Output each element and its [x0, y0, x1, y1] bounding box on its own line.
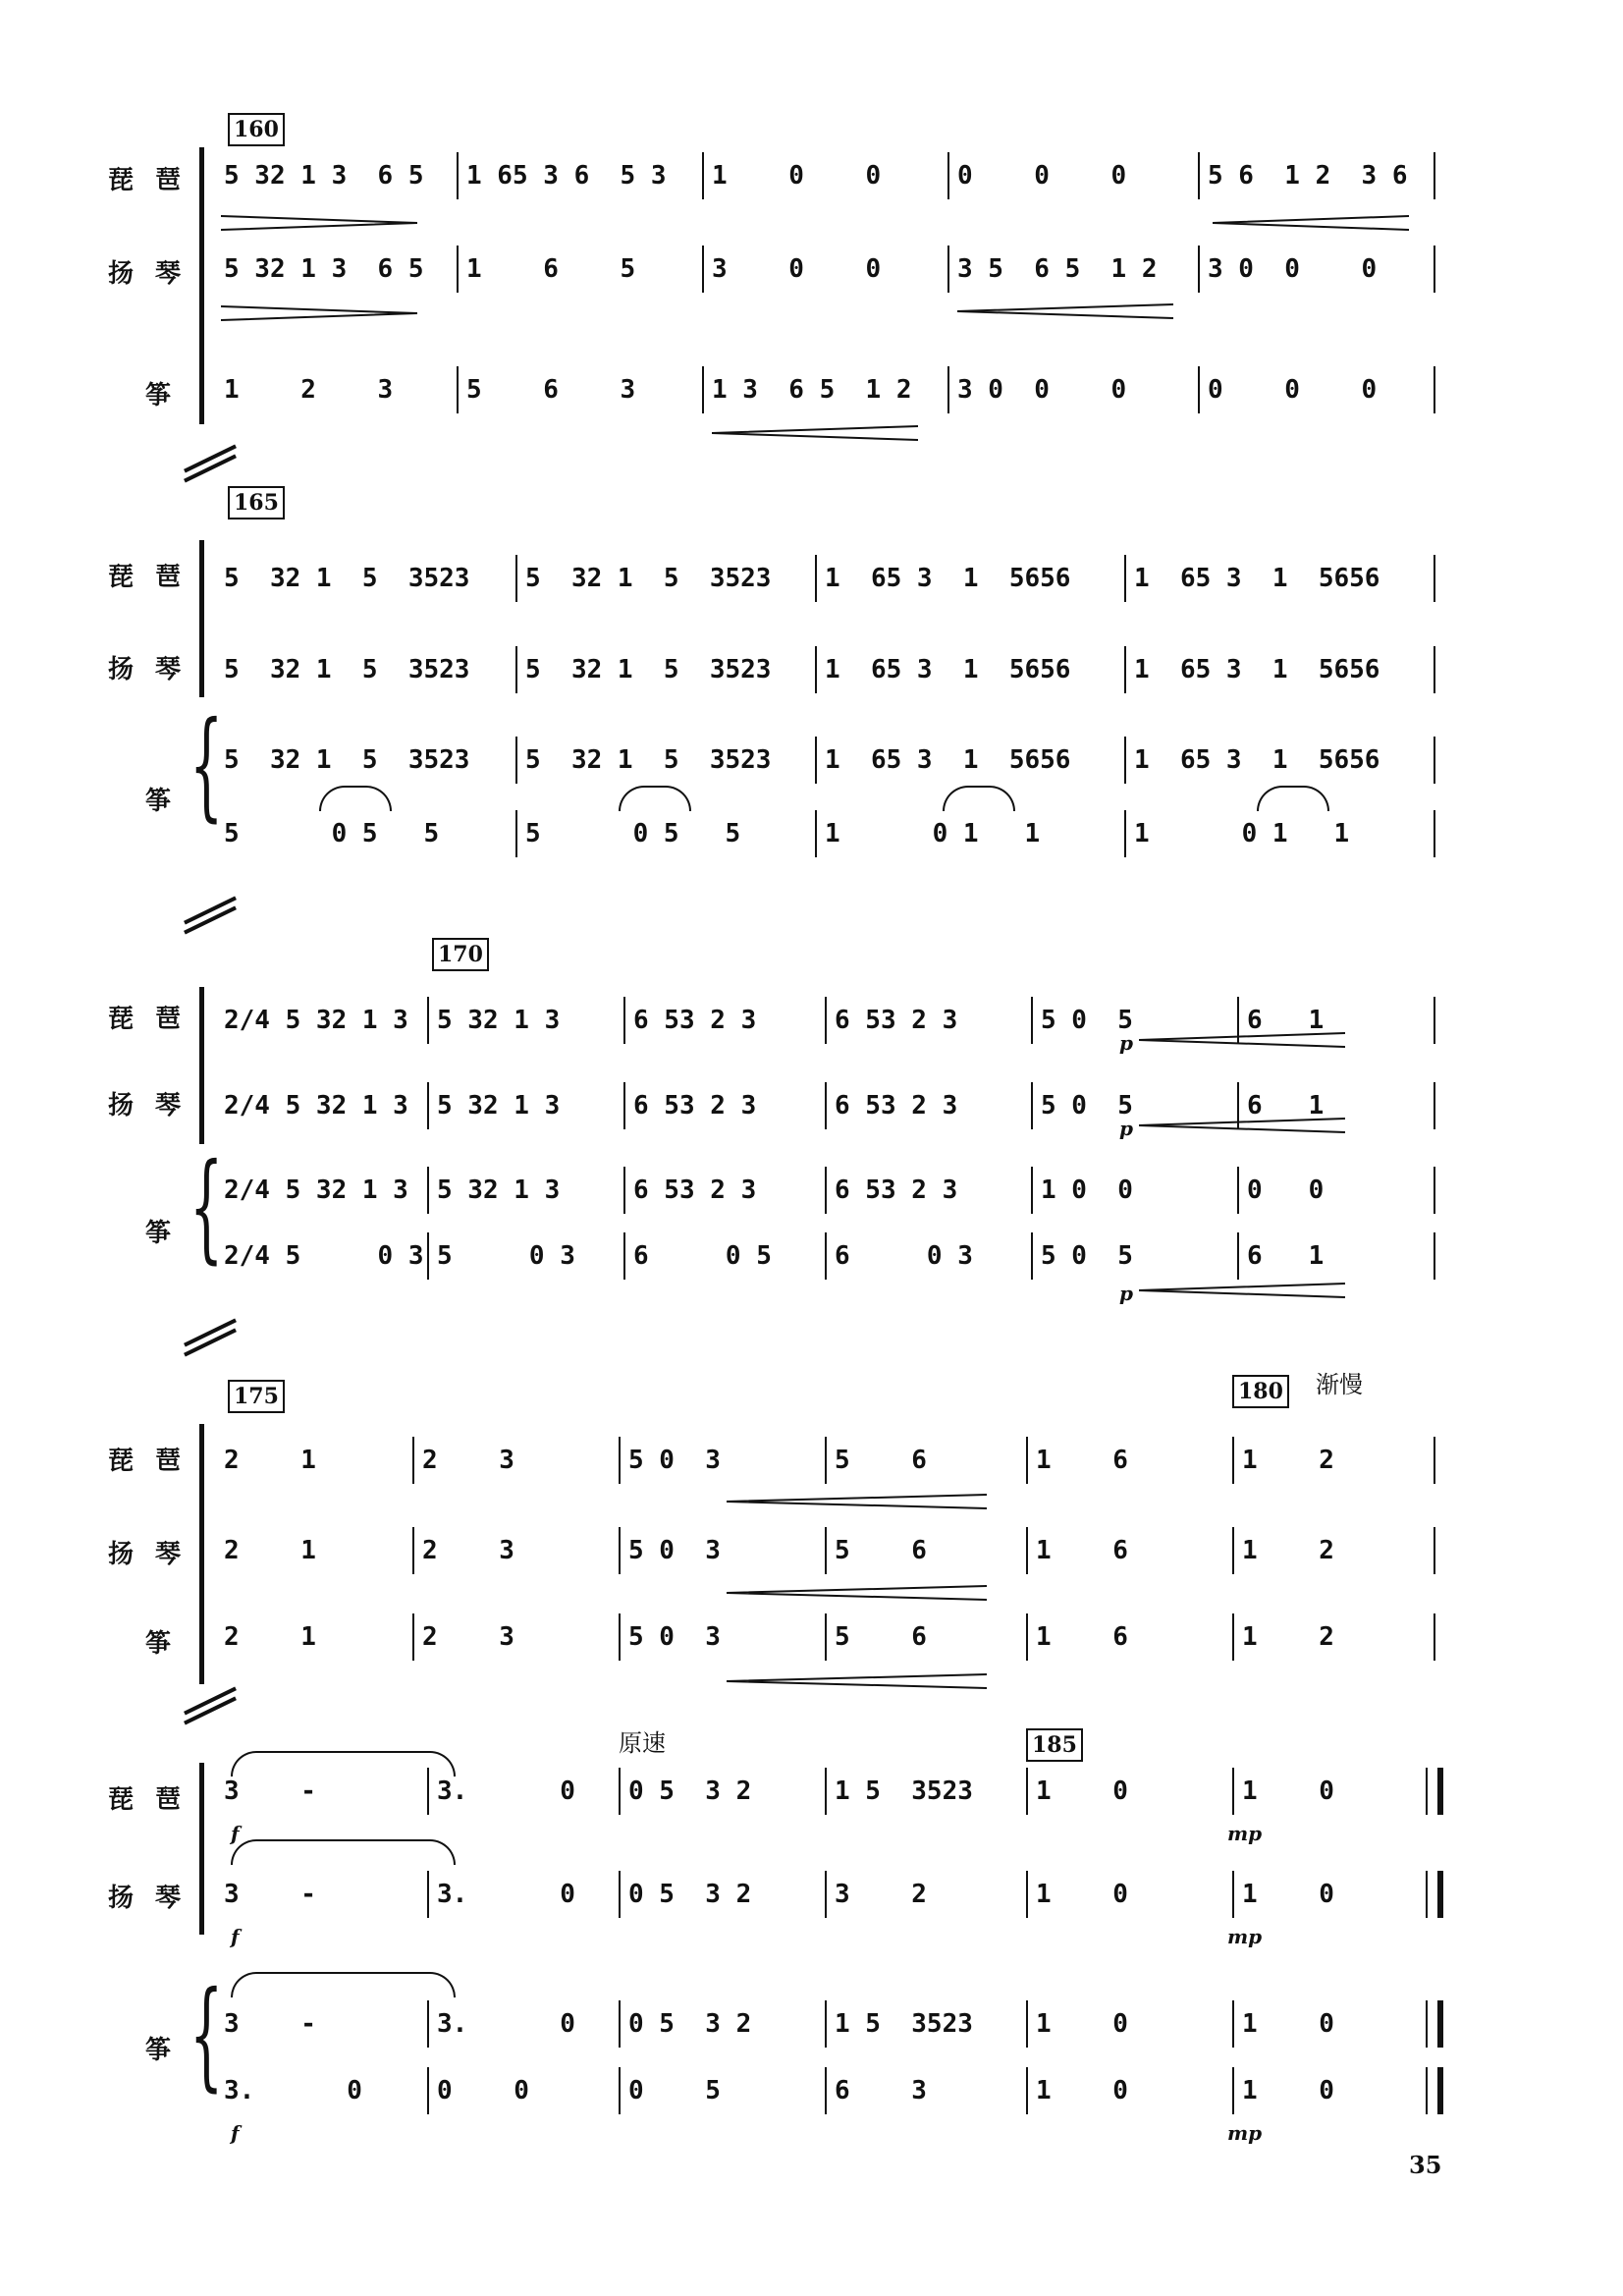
measure: 6 53 2 3: [623, 997, 825, 1044]
measure: 5 0 5 5: [224, 819, 440, 848]
measure: 1 0: [1232, 1871, 1434, 1918]
measure: 5 32 1 3: [427, 1167, 623, 1214]
final-barline: [1426, 1768, 1443, 1815]
measure: 5 32 1 5 3523: [515, 646, 815, 693]
measure: 1 0 1 1: [815, 810, 1124, 857]
staff-zheng-lower: [216, 810, 1436, 857]
barline: [1434, 1437, 1435, 1484]
tempo-a-tempo: 原速: [619, 1729, 666, 1757]
barline: [1434, 152, 1435, 199]
measure: 1 2: [1232, 1613, 1434, 1661]
measure: 1 0 0: [702, 152, 947, 199]
measure: 1 65 3 1 5656: [1124, 737, 1434, 784]
measure: 3 0 0 0: [1198, 246, 1434, 293]
decrescendo-hairpin: [221, 214, 417, 232]
measure: 0 0: [427, 2067, 619, 2114]
measure: 3 -: [224, 2009, 316, 2039]
crescendo-hairpin: [727, 1584, 987, 1602]
crescendo-hairpin: [957, 302, 1173, 320]
measure: 6 53 2 3: [623, 1167, 825, 1214]
dynamic-mp: mp: [1227, 1822, 1263, 1845]
instrument-label-yangqin: 扬琴: [108, 1884, 203, 1913]
measure: 1 65 3 1 5656: [815, 737, 1124, 784]
measure: 6 53 2 3: [825, 1082, 1031, 1129]
measure: 2 3: [412, 1527, 619, 1574]
measure: 5 6: [825, 1527, 1026, 1574]
measure: 0 0 0: [1198, 366, 1434, 413]
measure: 5 32 1 3: [427, 1082, 623, 1129]
rehearsal-mark-165: 165: [228, 486, 285, 519]
rehearsal-mark-175: 175: [228, 1380, 285, 1413]
barline: [1434, 366, 1435, 413]
measure: 5 0 5: [1031, 1232, 1237, 1280]
tie-slur: [943, 786, 1015, 811]
zheng-brace: {: [189, 697, 224, 834]
crescendo-hairpin: [712, 424, 918, 442]
measure: 3. 0: [427, 1768, 619, 1815]
measure: 0 5 3 2: [619, 1871, 825, 1918]
tie-slur: [231, 1839, 456, 1865]
final-barline: [1426, 2067, 1443, 2114]
measure: 6 0 3: [825, 1232, 1031, 1280]
crescendo-hairpin: [1139, 1031, 1345, 1049]
staff-yangqin: [216, 1871, 1436, 1918]
measure: 1 65 3 1 5656: [815, 555, 1124, 602]
rehearsal-mark-160: 160: [228, 113, 285, 146]
barline: [1434, 1167, 1435, 1214]
tie-slur: [231, 1972, 456, 1997]
instrument-label-yangqin: 扬琴: [108, 259, 203, 289]
measure: 1 65 3 1 5656: [1124, 646, 1434, 693]
measure: 1 0: [1232, 2067, 1434, 2114]
instrument-label-yangqin: 扬琴: [108, 1540, 203, 1569]
staff-pipa: [216, 1768, 1436, 1815]
measure: 3. 0: [224, 2076, 362, 2105]
dynamic-p: p: [1119, 1282, 1133, 1305]
measure: 1 2: [1232, 1527, 1434, 1574]
measure: 6 1: [1237, 1082, 1434, 1129]
crescendo-hairpin: [221, 304, 417, 322]
measure: 6 53 2 3: [623, 1082, 825, 1129]
measure: 1 0 1 1: [1124, 810, 1434, 857]
measure: 2/4 5 32 1 3: [224, 1175, 408, 1205]
measure: 5 6 3: [457, 366, 702, 413]
measure: 5 0 3: [619, 1527, 825, 1574]
instrument-label-pipa: 琵琶: [108, 1005, 203, 1034]
decrescendo-hairpin: [1213, 214, 1409, 232]
measure: 1 0: [1026, 2067, 1232, 2114]
measure: 5 32 1 3: [427, 997, 623, 1044]
measure: 1 5 3523: [825, 1768, 1026, 1815]
system-separator: [182, 1699, 241, 1713]
zheng-brace: {: [189, 1967, 224, 2104]
measure: 3 0 0 0: [947, 366, 1198, 413]
measure: 3 5 6 5 1 2: [947, 246, 1198, 293]
instrument-label-zheng: 筝: [145, 381, 172, 410]
crescendo-hairpin: [1139, 1117, 1345, 1134]
measure: 3 -: [224, 1880, 316, 1909]
measure: 3. 0: [427, 1871, 619, 1918]
dynamic-mp: mp: [1227, 1925, 1263, 1948]
measure: 1 6: [1026, 1527, 1232, 1574]
dynamic-f: f: [231, 1822, 240, 1845]
dynamic-p: p: [1119, 1031, 1133, 1055]
instrument-label-pipa: 琵琶: [108, 563, 203, 592]
barline: [1434, 1232, 1435, 1280]
measure: 2 3: [412, 1613, 619, 1661]
barline: [1434, 246, 1435, 293]
measure: 1 0: [1232, 2000, 1434, 2048]
measure: 6 0 5: [623, 1232, 825, 1280]
instrument-label-yangqin: 扬琴: [108, 655, 203, 684]
measure: 1 5 3523: [825, 2000, 1026, 2048]
instrument-label-zheng: 筝: [145, 787, 172, 816]
instrument-label-yangqin: 扬琴: [108, 1091, 203, 1121]
measure: 1 0: [1232, 1768, 1434, 1815]
rehearsal-mark-185: 185: [1026, 1728, 1083, 1762]
measure: 3. 0: [427, 2000, 619, 2048]
measure: 1 6 5: [457, 246, 702, 293]
system-bracket: [199, 987, 214, 1144]
instrument-label-zheng: 筝: [145, 2036, 172, 2065]
measure: 5 32 1 5 3523: [224, 655, 470, 684]
system-separator: [182, 908, 241, 922]
measure: 5 6: [825, 1437, 1026, 1484]
measure: 1 6: [1026, 1613, 1232, 1661]
barline: [1434, 810, 1435, 857]
measure: 1 0: [1026, 1768, 1232, 1815]
barline: [1434, 646, 1435, 693]
measure: 5 0 3: [619, 1437, 825, 1484]
measure: 5 32 1 5 3523: [515, 737, 815, 784]
system-bracket: [199, 147, 214, 424]
measure: 5 6: [825, 1613, 1026, 1661]
measure: 2 3: [412, 1437, 619, 1484]
rehearsal-mark-170: 170: [432, 938, 489, 971]
measure: 0 5 3 2: [619, 1768, 825, 1815]
measure: 5 6 1 2 3 6: [1198, 152, 1434, 199]
barline: [1434, 1613, 1435, 1661]
measure: 5 0 5: [1031, 997, 1237, 1044]
measure: 2 1: [224, 1536, 316, 1565]
measure: 5 32 1 5 3523: [224, 745, 470, 775]
dynamic-mp: mp: [1227, 2121, 1263, 2145]
measure: 6 1: [1237, 1232, 1434, 1280]
measure: 1 65 3 1 5656: [815, 646, 1124, 693]
measure: 5 0 5 5: [515, 810, 815, 857]
staff-pipa: [216, 152, 1436, 199]
measure: 1 3 6 5 1 2: [702, 366, 947, 413]
measure: 5 0 5: [1031, 1082, 1237, 1129]
staff-zheng-lower: [216, 1232, 1436, 1280]
staff-zheng: [216, 366, 1436, 413]
measure: 1 65 3 6 5 3: [457, 152, 702, 199]
tie-slur: [619, 786, 691, 811]
final-barline: [1426, 1871, 1443, 1918]
system-separator: [182, 457, 241, 470]
measure: 0 0: [1237, 1167, 1434, 1214]
barline: [1434, 1082, 1435, 1129]
staff-zheng-upper: [216, 2000, 1436, 2048]
final-barline: [1426, 2000, 1443, 2048]
rehearsal-mark-180: 180: [1232, 1375, 1289, 1408]
measure: 0 5 3 2: [619, 2000, 825, 2048]
tie-slur: [1257, 786, 1329, 811]
dynamic-f: f: [231, 1925, 240, 1948]
measure: 1 0: [1026, 2000, 1232, 2048]
barline: [1434, 997, 1435, 1044]
dynamic-p: p: [1119, 1117, 1133, 1140]
measure: 1 0: [1026, 1871, 1232, 1918]
tie-slur: [319, 786, 392, 811]
staff-zheng: [216, 1613, 1436, 1661]
instrument-label-zheng: 筝: [145, 1629, 172, 1659]
measure: 5 32 1 3 6 5: [224, 254, 424, 284]
page-number: 35: [1409, 2151, 1442, 2179]
measure: 3 0 0: [702, 246, 947, 293]
barline: [1434, 737, 1435, 784]
measure: 2/4 5 32 1 3: [224, 1006, 408, 1035]
measure: 1 2: [1232, 1437, 1434, 1484]
tempo-rit: 渐慢: [1316, 1371, 1363, 1398]
measure: 1 6: [1026, 1437, 1232, 1484]
barline: [1434, 1527, 1435, 1574]
measure: 2/4 5 0 3: [224, 1241, 424, 1271]
system-separator: [182, 1331, 241, 1344]
instrument-label-pipa: 琵琶: [108, 1447, 203, 1476]
measure: 2 1: [224, 1446, 316, 1475]
measure: 5 0 3: [427, 1232, 623, 1280]
zheng-brace: {: [189, 1139, 224, 1276]
measure: 0 0 0: [947, 152, 1198, 199]
staff-zheng-upper: [216, 737, 1436, 784]
staff-zheng-lower: [216, 2067, 1436, 2114]
staff-pipa: [216, 1437, 1436, 1484]
measure: 1 0 0: [1031, 1167, 1237, 1214]
measure: 3 -: [224, 1777, 316, 1806]
instrument-label-pipa: 琵琶: [108, 166, 203, 195]
staff-yangqin: [216, 646, 1436, 693]
system-bracket: [199, 540, 214, 697]
measure: 6 1: [1237, 997, 1434, 1044]
staff-pipa: [216, 555, 1436, 602]
measure: 2 1: [224, 1622, 316, 1652]
crescendo-hairpin: [727, 1672, 987, 1690]
measure: 5 32 1 5 3523: [515, 555, 815, 602]
measure: 6 3: [825, 2067, 1026, 2114]
measure: 5 32 1 3 6 5: [224, 161, 424, 191]
measure: 2/4 5 32 1 3: [224, 1091, 408, 1121]
system-bracket: [199, 1763, 214, 1935]
measure: 0 5: [619, 2067, 825, 2114]
system-bracket: [199, 1424, 214, 1684]
measure: 3 2: [825, 1871, 1026, 1918]
measure: 6 53 2 3: [825, 997, 1031, 1044]
measure: 5 0 3: [619, 1613, 825, 1661]
crescendo-hairpin: [1139, 1282, 1345, 1299]
instrument-label-zheng: 筝: [145, 1219, 172, 1248]
measure: 1 65 3 1 5656: [1124, 555, 1434, 602]
crescendo-hairpin: [727, 1493, 987, 1510]
dynamic-f: f: [231, 2121, 240, 2145]
instrument-label-pipa: 琵琶: [108, 1785, 203, 1815]
measure: 1 2 3: [224, 375, 394, 405]
barline: [1434, 555, 1435, 602]
staff-yangqin: [216, 246, 1436, 293]
measure: 6 53 2 3: [825, 1167, 1031, 1214]
staff-zheng-upper: [216, 1167, 1436, 1214]
measure: 5 32 1 5 3523: [224, 564, 470, 593]
staff-yangqin: [216, 1527, 1436, 1574]
